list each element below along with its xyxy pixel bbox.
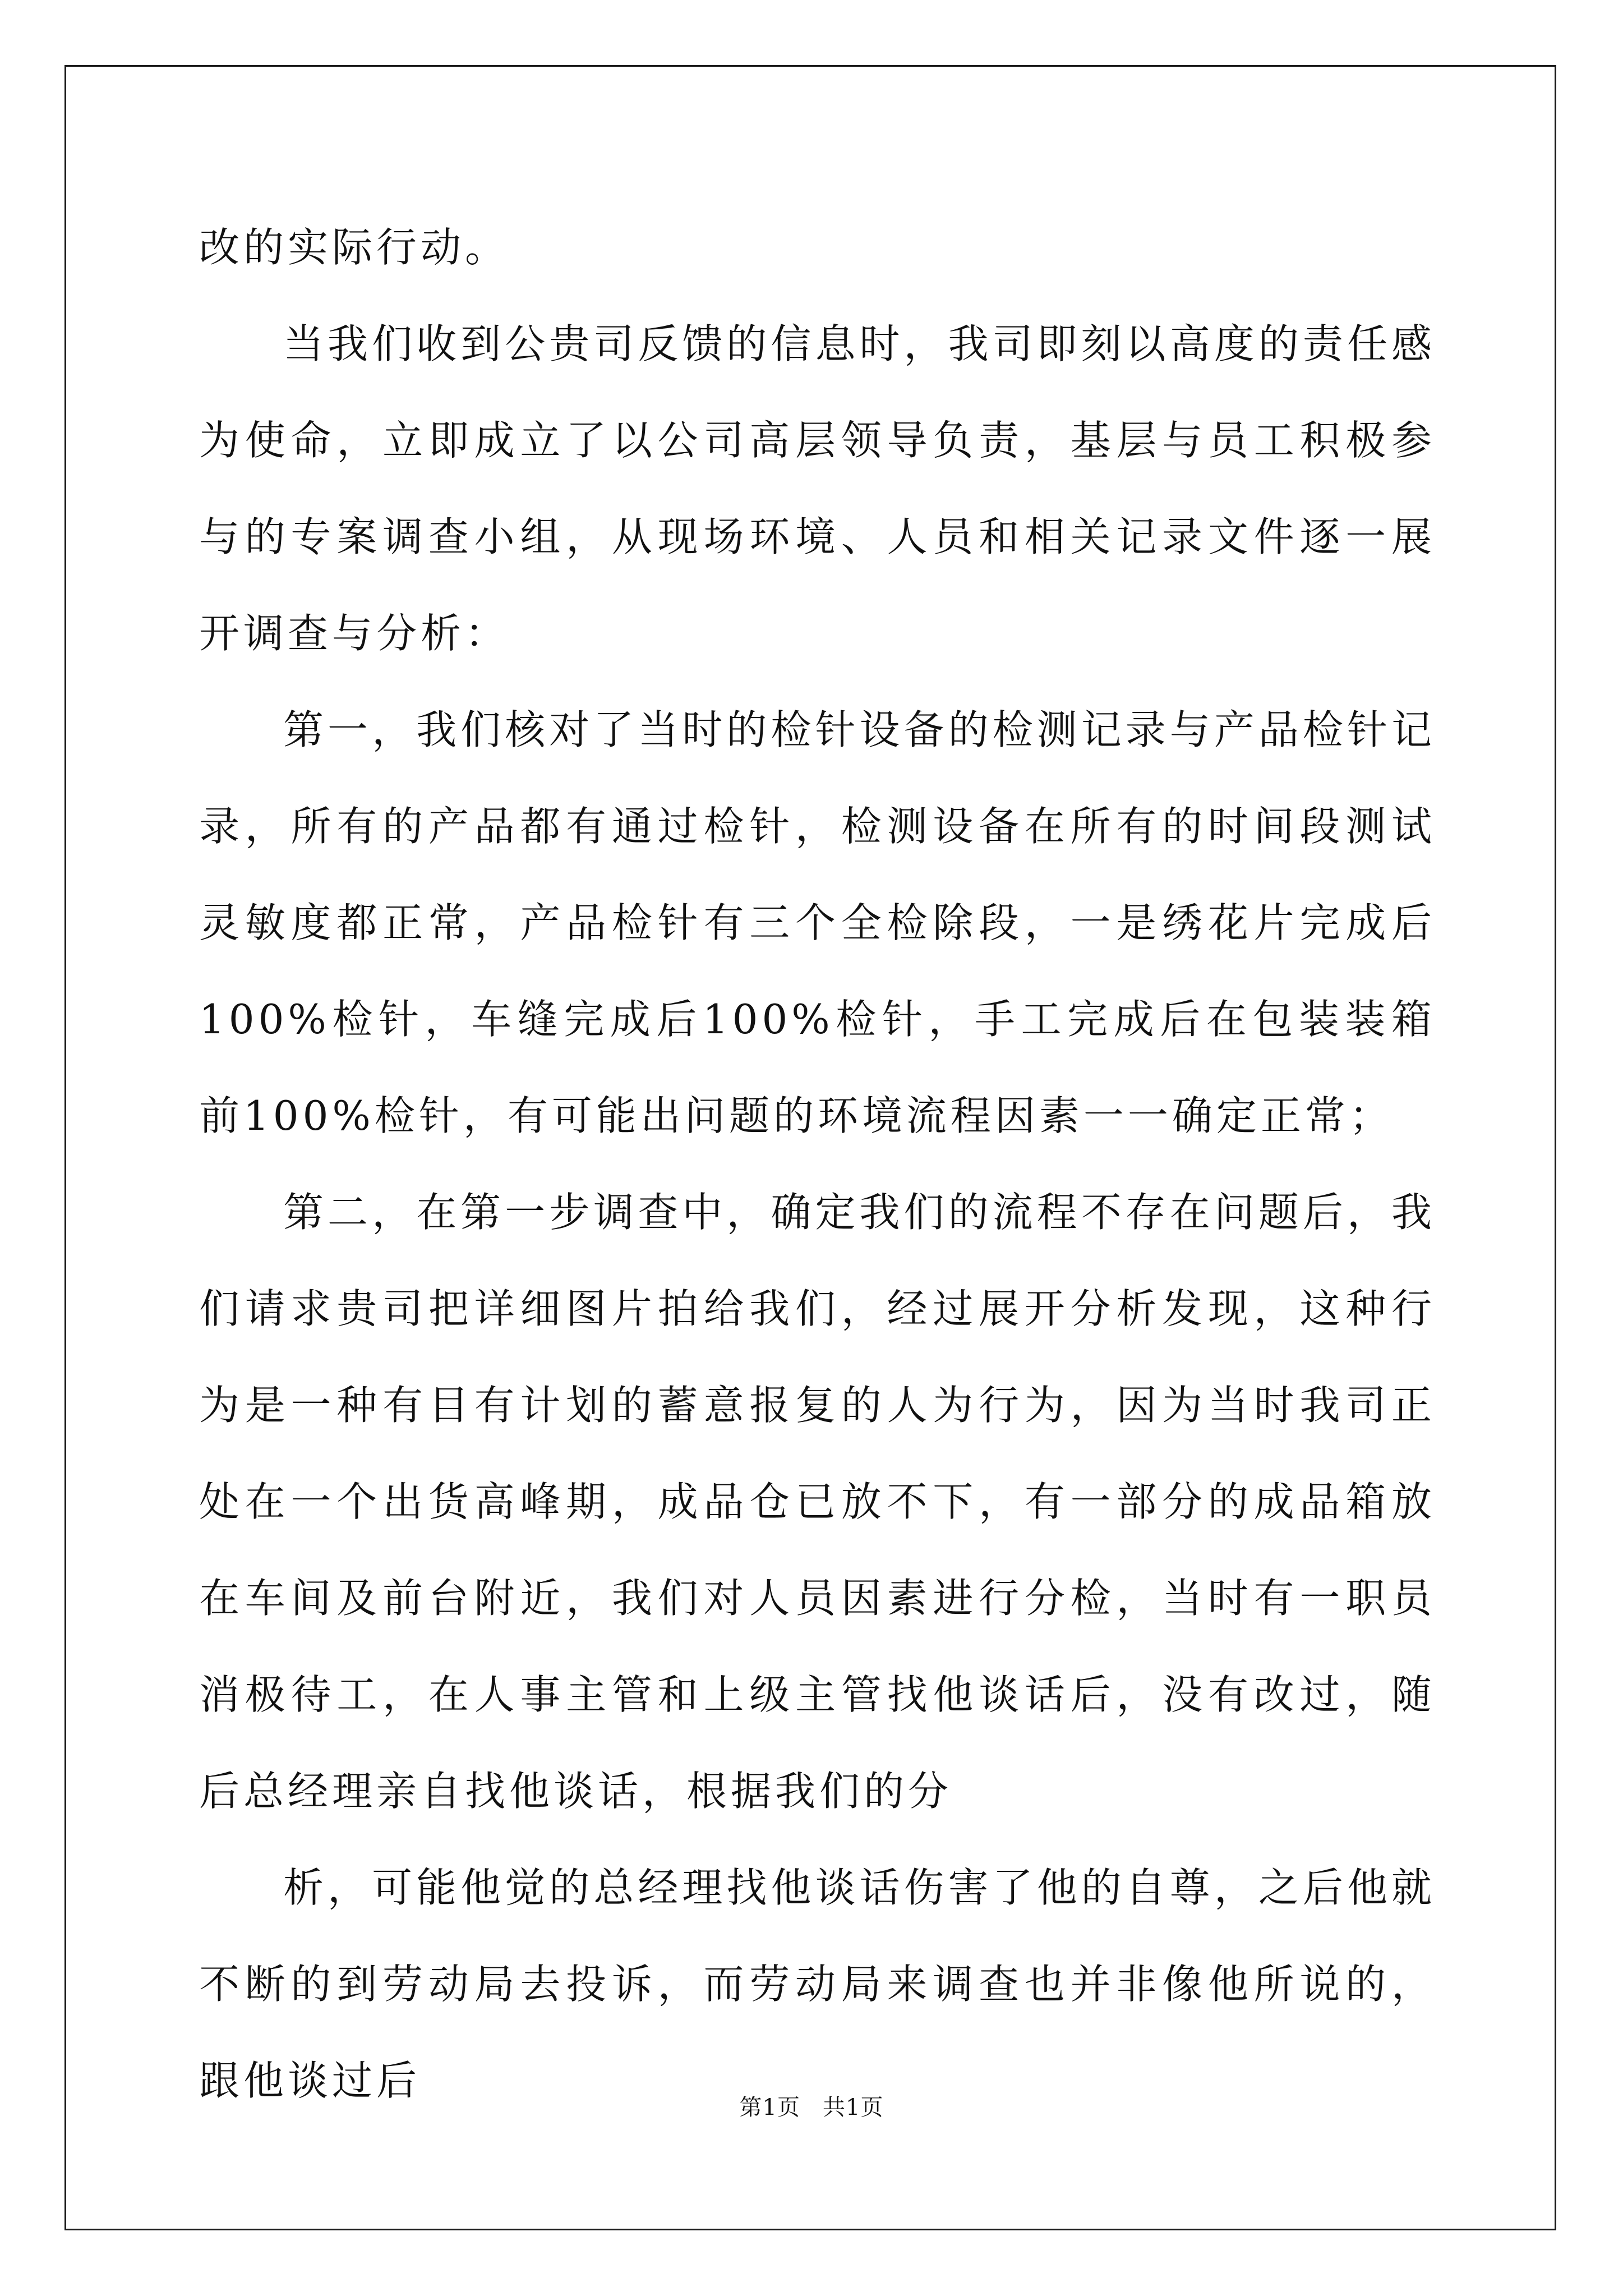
paragraph-2: 当我们收到公贵司反馈的信息时，我司即刻以高度的责任感为使命，立即成立了以公司高层领导负责，基层与员工积极参与的专案调查小组，从现场环境、人员和相关记录文件逐一展开调查与分析：: [199, 320, 1436, 657]
page-total: 共1页: [823, 2095, 884, 2120]
paragraph-1: 改的实际行动。: [199, 224, 510, 271]
paragraph-4: 第二，在第一步调查中，确定我们的流程不存在问题后，我们请求贵司把详细图片拍给我们，经过展开分析发现，这种行为是一种有目有计划的蓄意报复的人为行为，因为当时我司正处在一个出货高峰期，成品仓已放不下，有一部分的成品箱放在车间及前台附近，我们对人员因素进行分检，当时有一职员消极待工，在人事主管和上级主管找他谈话后，没有改过，随后总经理亲自找他谈话，根据我们的分: [199, 1189, 1436, 1815]
page-footer: [0, 2090, 1623, 2122]
page-number: 第1页: [739, 2095, 800, 2120]
paragraph-3: 第一，我们核对了当时的检针设备的检测记录与产品检针记录，所有的产品都有通过检针，检测设备在所有的时间段测试灵敏度都正常，产品检针有三个全检除段，一是绣花片完成后100%检针，车缝完成后100%检针，手工完成后在包装装箱前100%检针，有可能出问题的环境流程因素一一确定正常；: [199, 706, 1436, 1139]
paragraph-5: 析，可能他觉的总经理找他谈话伤害了他的自尊，之后他就不断的到劳动局去投诉，而劳动局来调查也并非像他所说的，跟他谈过后: [199, 1864, 1436, 2104]
document-body: [199, 199, 1436, 2129]
